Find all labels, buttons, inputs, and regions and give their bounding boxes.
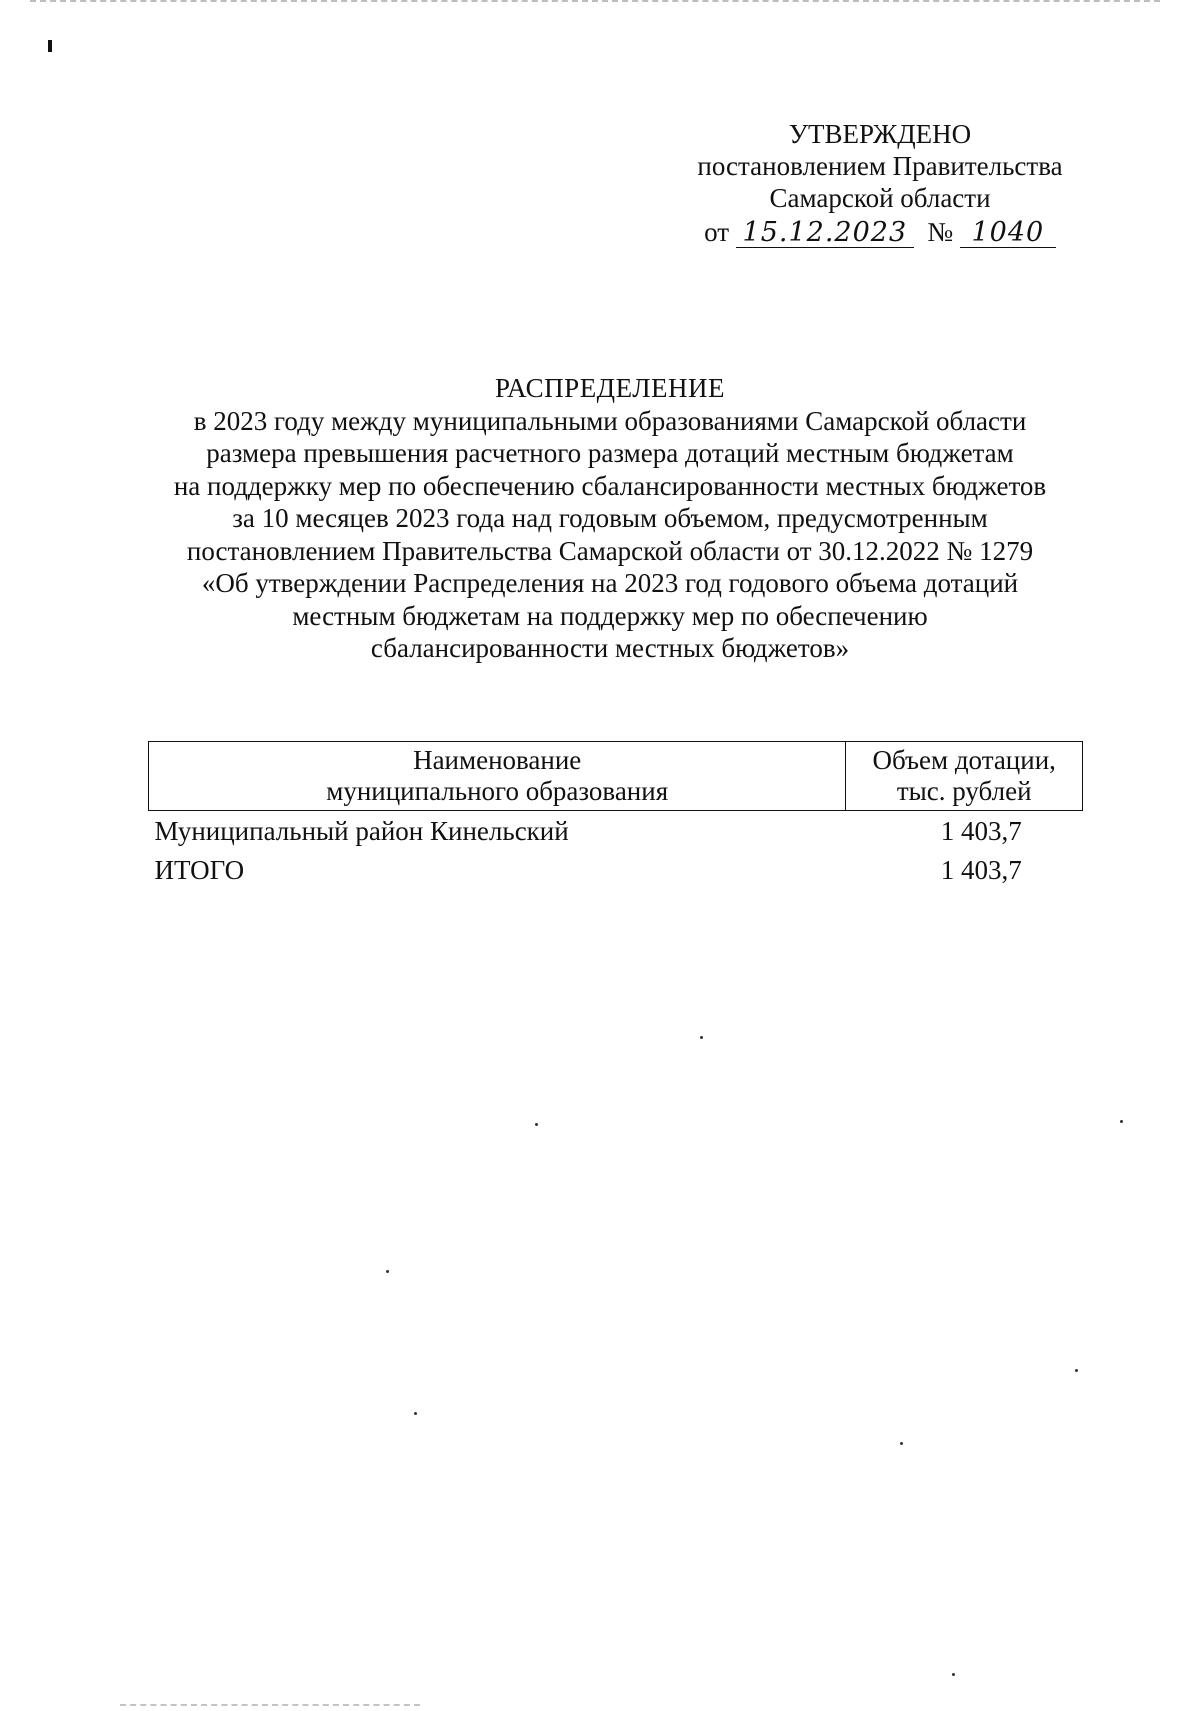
- scan-speck: [386, 1270, 389, 1273]
- approval-date-line: [680, 216, 1080, 248]
- approval-block: [680, 118, 1080, 248]
- handwritten-number: 1040: [960, 219, 1056, 248]
- column-header-name: Наименование муниципального образования: [149, 742, 846, 811]
- scan-speck: [952, 1673, 955, 1676]
- distribution-table: [148, 741, 1083, 889]
- scan-speck: [900, 1442, 903, 1445]
- scan-top-edge: [30, 0, 1160, 5]
- title-line: в 2023 году между муниципальными образованиями Самарской области: [193, 405, 1027, 436]
- scan-speck: [535, 1123, 538, 1126]
- total-label: ИТОГО: [154, 854, 245, 885]
- date-prefix: от: [704, 217, 730, 247]
- approval-heading: УТВЕРЖДЕНО: [788, 119, 972, 149]
- table-header-row: [149, 742, 1083, 811]
- title-heading: РАСПРЕДЕЛЕНИЕ: [494, 373, 726, 403]
- row-municipality-name: Муниципальный район Кинельский: [154, 815, 569, 846]
- number-prefix: №: [927, 217, 954, 247]
- approval-region: Самарской области: [769, 183, 991, 213]
- title-line: сбалансированности местных бюджетов»: [370, 633, 850, 663]
- title-line: местным бюджетам на поддержку мер по обеспечению: [292, 600, 928, 631]
- scan-speck: [414, 1412, 417, 1415]
- table-row: [149, 811, 1083, 852]
- row-subsidy-value: 1 403,7: [940, 815, 1022, 846]
- title-line: постановлением Правительства Самарской области от 30.12.2022 № 1279: [186, 535, 1034, 566]
- title-line: «Об утверждении Распределения на 2023 год годового объема дотаций: [201, 568, 1019, 598]
- scan-speck: [1120, 1120, 1123, 1123]
- column-header-value: Объем дотации, тыс. рублей: [846, 742, 1083, 811]
- approval-issuer: постановлением Правительства: [697, 151, 1063, 181]
- document-title: [120, 372, 1100, 665]
- total-row: [149, 851, 1083, 889]
- scan-speck: [700, 1036, 703, 1039]
- scan-bottom-edge: [120, 1704, 420, 1709]
- title-line: на поддержку мер по обеспечению сбалансированности местных бюджетов: [173, 470, 1047, 501]
- handwritten-date: 15.12.2023: [736, 219, 914, 248]
- total-value: 1 403,7: [940, 854, 1022, 885]
- scan-speck: [1075, 1369, 1078, 1372]
- title-line: размера превышения расчетного размера дотаций местным бюджетам: [206, 438, 1014, 468]
- scan-mark: [48, 40, 52, 52]
- title-line: за 10 месяцев 2023 года над годовым объемом, предусмотренным: [232, 503, 988, 533]
